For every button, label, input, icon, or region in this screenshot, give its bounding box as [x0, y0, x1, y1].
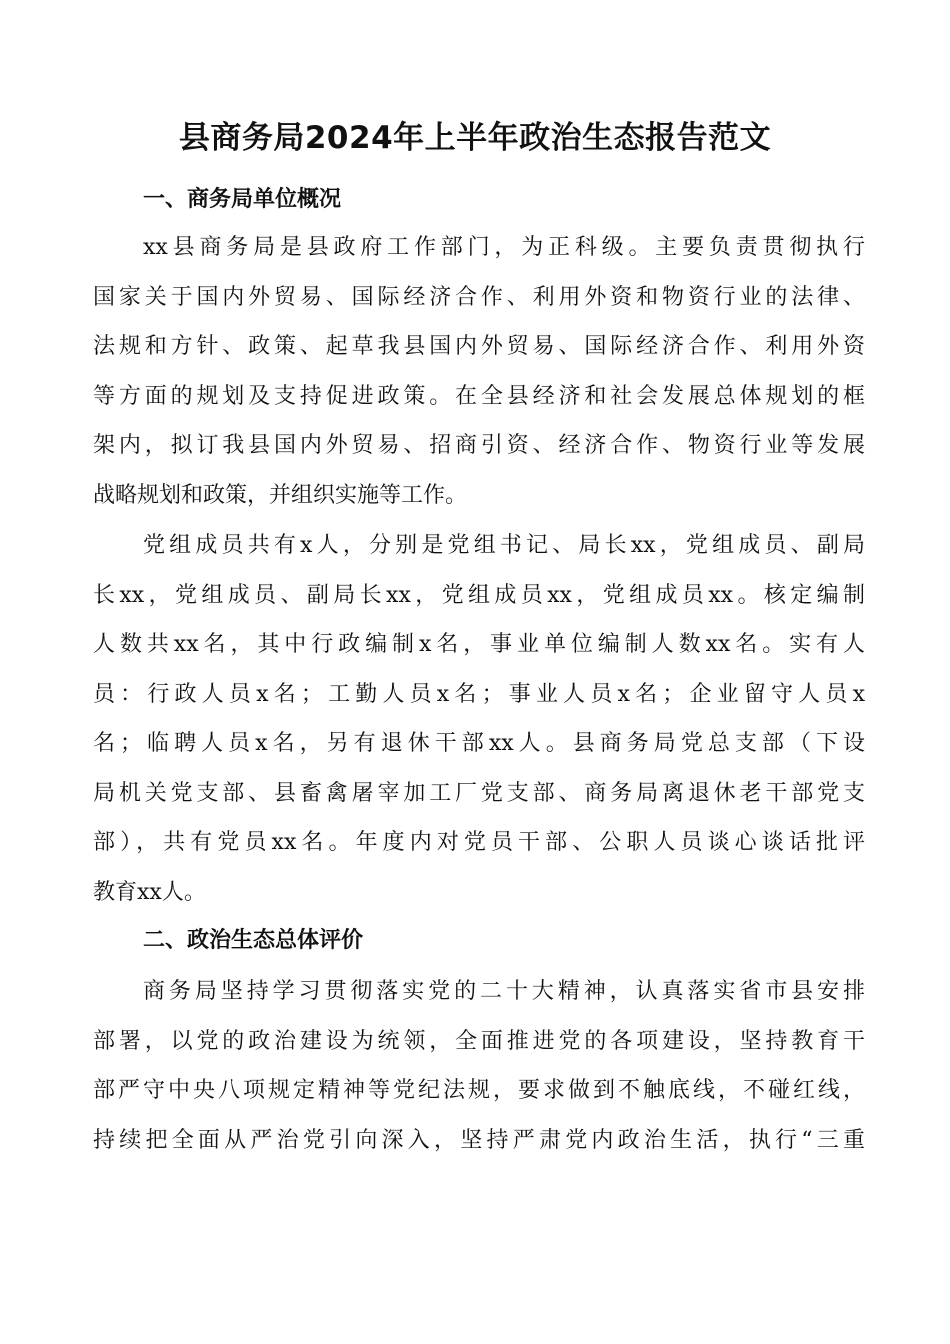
paragraph-line: 部），共有党员xx名。年度内对党员干部、公职人员谈心谈话批评 — [93, 830, 865, 855]
paragraph-line: 法规和方针、政策、起草我县国内外贸易、国际经济合作、利用外资 — [93, 334, 865, 359]
paragraph-line: 教育xx人。 — [93, 879, 206, 905]
paragraph-line: 等方面的规划及支持促进政策。在全县经济和社会发展总体规划的框 — [93, 383, 865, 409]
section-heading-overview: 一、商务局单位概况 — [143, 187, 342, 212]
paragraph-line: 名；临聘人员x名，另有退休干部xx人。县商务局党总支部（下设 — [93, 731, 865, 756]
paragraph-overview-staff — [93, 521, 865, 917]
paragraph-line: 部严守中央八项规定精神等党纪法规，要求做到不触底线，不碰红线， — [93, 1078, 865, 1103]
paragraph-line: 商务局坚持学习贯彻落实党的二十大精神，认真落实省市县安排 — [143, 979, 865, 1004]
paragraph-line: 局机关党支部、县畜禽屠宰加工厂党支部、商务局离退休老干部党支 — [93, 780, 865, 806]
paragraph-line: 战略规划和政策，并组织实施等工作。 — [93, 482, 468, 508]
paragraph-line: 部署，以党的政治建设为统领，全面推进党的各项建设，坚持教育干 — [93, 1028, 865, 1054]
paragraph-line: 持续把全面从严治党引向深入，坚持严肃党内政治生活，执行“三重 — [93, 1127, 865, 1153]
paragraph-line: 架内，拟订我县国内外贸易、招商引资、经济合作、物资行业等发展 — [93, 433, 865, 458]
document-title: 县商务局2024年上半年政治生态报告范文 — [178, 120, 772, 156]
paragraph-overview-duties — [93, 223, 865, 520]
paragraph-evaluation — [93, 967, 865, 1165]
section-heading-evaluation: 二、政治生态总体评价 — [143, 928, 364, 953]
paragraph-line: 人数共xx名，其中行政编制x名，事业单位编制人数xx名。实有人 — [93, 632, 865, 657]
paragraph-line: 长xx，党组成员、副局长xx，党组成员xx，党组成员xx。核定编制 — [93, 582, 865, 608]
paragraph-line: 员：行政人员x名；工勤人员x名；事业人员x名；企业留守人员x — [93, 681, 865, 707]
paragraph-line: 党组成员共有x人，分别是党组书记、局长xx，党组成员、副局 — [143, 533, 865, 558]
paragraph-line: xx县商务局是县政府工作部门，为正科级。主要负责贯彻执行 — [143, 235, 865, 260]
paragraph-line: 国家关于国内外贸易、国际经济合作、利用外资和物资行业的法律、 — [93, 284, 865, 310]
